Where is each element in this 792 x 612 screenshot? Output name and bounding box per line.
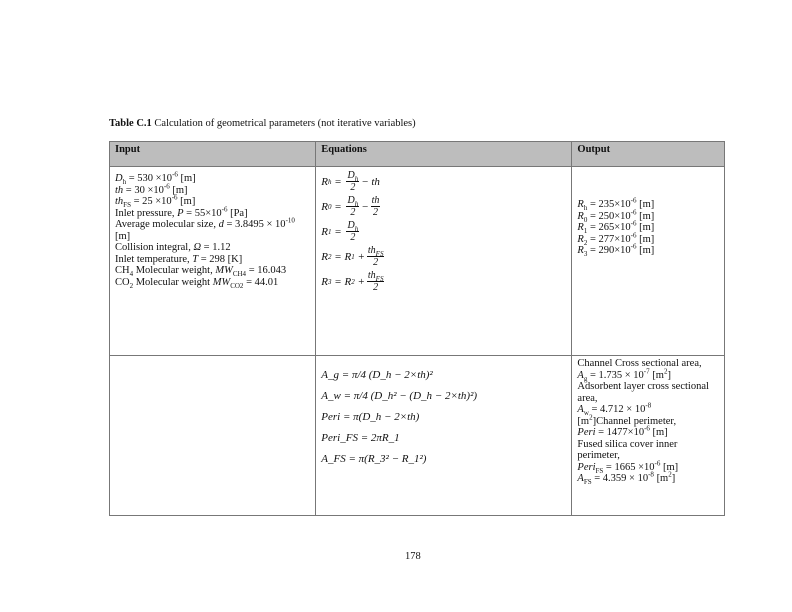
input-line: $D_h = 530 \times 10^{-6}$ [m] [115,170,196,187]
equation: R 3 = R 2 + $\frac{th_{FS}}{2}$ [321,270,384,293]
geometry-table [109,141,725,516]
output-line: $R_1 = 265\times 10^{-6}$ [m] [577,219,655,236]
equations-cell [316,356,572,516]
input-cell-empty [110,356,316,516]
fraction: $\frac{D_h}{2}$ [347,195,359,218]
caption-label: Table C.1 [109,118,152,129]
equation: R 0 = $\frac{D_h}{2}$ − $\frac{th}{2}$ [321,195,380,218]
input-cell [110,167,316,356]
fraction: $\frac{th_{FS}}{2}$ [367,270,384,293]
output-line: $R_3 = 290\times 10^{-6}$ [m] [577,242,655,259]
fraction: $\frac{D_h}{2}$ [347,220,359,243]
header-equations: Equations [316,142,572,167]
output-text: Channel Cross sectional area, [577,358,702,369]
input-line: th = $30 \times 10^{-6}$ [m] [115,182,188,196]
table-row [110,167,725,356]
equation: Peri = π(D_h − 2×th) [321,410,420,423]
equation: A_w = π/4 (D_h² − (D_h − 2×th)²) [321,389,478,402]
output-line: $A_{FS} = 4.359 \times 10^{-8}$ $[m^2]$ [577,470,676,487]
output-line: $R_h = 235\times 10^{-6}$ [m] [577,196,655,213]
output-cell [572,356,725,516]
input-line: $CH_4$ Molecular weight, $MW_{CH4} = 16.043$ [115,265,287,279]
output-line: Peri$_{FS}$ = $1665 \times 10^{-6}$ [m] [577,459,679,475]
output-line: $R_0 = 250\times 10^{-6}$ [m] [577,208,655,224]
equation: R h = $\frac{D_h}{2}$ − th [321,170,380,193]
equation: R 2 = R 1 + $\frac{th_{FS}}{2}$ [321,245,384,268]
input-line: Average molecular size, $d = 3.8495 \times 10^{-10}$ [m] [115,216,295,242]
input-line: Collision integral, Ω = 1.12 [115,242,231,253]
header-input: Input [110,142,316,167]
header-row [110,142,725,167]
output-cell [572,167,725,356]
output-line: Peri = $1477\times 10^{-6}$ [m] [577,424,668,438]
input-line: Inlet temperature, T = 298 [K] [115,253,243,265]
table-caption [109,118,416,129]
equation: R 1 = $\frac{D_h}{2}$ [321,220,359,243]
caption-text: Calculation of geometrical parameters (not iterative variables) [151,118,416,129]
header-output: Output [572,142,725,167]
input-line: Inlet pressure, $P = 55\times 10^{-6}$ [Pa] [115,205,248,219]
input-line: $CO_2$ Molecular weight $MW_{CO2} = 44.01$ [115,276,279,290]
output-text: $[m^2]Channel$ perimeter, [577,413,677,427]
output-line: $A_g = 1.735 \times 10^{-7}$ $[m^2]$ [577,367,671,383]
page-number: 178 [405,551,421,562]
output-text: Adsorbent layer cross sectional area, [577,381,709,404]
output-line: $A_w = 4.712 \times 10^{-8}$ [577,401,652,418]
equation: A_g = π/4 (D_h − 2×th)² [321,368,433,381]
fraction: $\frac{th_{FS}}{2}$ [367,245,384,268]
fraction: $\frac{D_h}{2}$ [347,170,359,193]
equation: A_FS = π(R_3² − R_1²) [321,452,427,465]
output-text: Fused silica cover inner perimeter, [577,438,678,461]
output-line: $R_2 = 277\times 10^{-6}$ [m] [577,231,655,247]
fraction: $\frac{th}{2}$ [371,195,380,218]
table-row [110,356,725,516]
equation: Peri_FS = 2πR_1 [321,431,400,444]
equations-cell [316,167,572,356]
input-line: $th_{FS} = 25 \times 10^{-6}$ [m] [115,193,196,210]
